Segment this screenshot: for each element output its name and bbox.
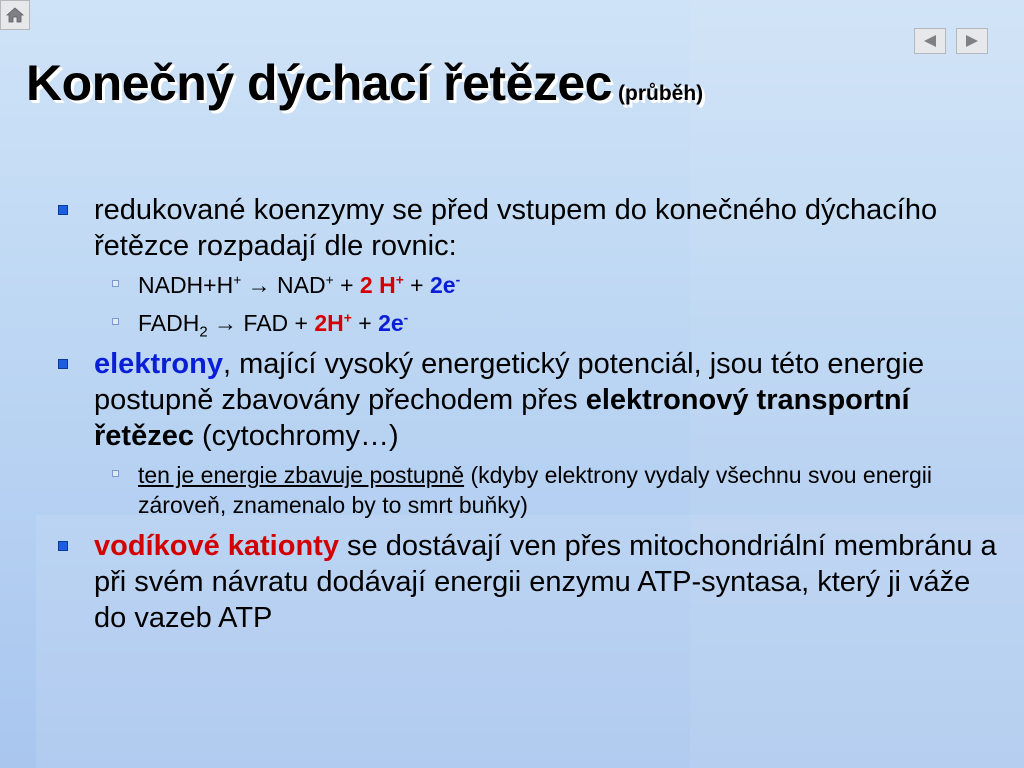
term-electrons: elektrony — [94, 348, 223, 380]
sub-bullet-energy — [56, 460, 1006, 520]
term-transport-chain: elektronový transportní řetězec — [94, 384, 910, 452]
title-subtitle: (průběh) — [618, 82, 704, 105]
sub-bullet-square-icon — [112, 280, 119, 287]
eq-protons: 2 H — [359, 272, 396, 298]
bullet-electrons — [56, 346, 1006, 454]
home-button[interactable] — [0, 0, 30, 30]
bullet-text: (cytochromy…) — [193, 420, 399, 452]
eq-superscript: + — [343, 310, 352, 326]
bullet-square-icon — [58, 205, 68, 215]
equation-nadh — [56, 270, 1006, 300]
arrow-left-icon — [920, 33, 940, 49]
bullet-text: redukované koenzymy se před vstupem do konečného dýchacího řetězce rozpadají dle rovnic: — [94, 194, 938, 262]
equation-fadh2 — [56, 308, 1006, 341]
eq-superscript: + — [325, 272, 334, 288]
slide-title — [26, 54, 703, 112]
title-main: Konečný dýchací řetězec — [26, 55, 612, 111]
previous-slide-button[interactable] — [914, 28, 946, 54]
sub-bullet-text: (kdyby elektrony vydaly všechnu svou energii zároveň, znamenalo by to smrt buňky) — [138, 462, 932, 518]
bullet-text: se dostávají ven přes mitochondriální membránu a při svém návratu dodávají energii enzymu ATP-syntasa, který ji váže do vazeb ATP — [94, 530, 997, 634]
eq-superscript: + — [395, 272, 404, 288]
bullet-hydrogen-cations — [56, 528, 1006, 636]
sub-bullet-square-icon — [112, 318, 119, 325]
eq-protons: 2H — [314, 310, 344, 336]
bullet-text: , mající vysoký energetický potenciál, jsou této energie postupně zbavovány přechodem přes — [94, 348, 925, 416]
eq-electrons: 2e — [429, 272, 456, 298]
eq-reactant: NADH+H — [138, 272, 234, 298]
eq-plus: + — [333, 272, 360, 298]
bullet-square-icon — [58, 541, 68, 551]
eq-superscript: - — [455, 272, 461, 288]
home-icon — [5, 5, 25, 25]
eq-product: → FAD — [207, 310, 289, 336]
eq-plus: + — [403, 272, 430, 298]
slide-content — [56, 192, 1006, 642]
bullet-square-icon — [58, 359, 68, 369]
underlined-text: ten je energie zbavuje postupně — [138, 462, 465, 488]
eq-product: → NAD — [241, 272, 326, 298]
arrow-right-icon — [962, 33, 982, 49]
eq-reactant: FADH — [138, 310, 200, 336]
eq-superscript: - — [403, 310, 409, 326]
eq-subscript: 2 — [199, 323, 208, 341]
next-slide-button[interactable] — [956, 28, 988, 54]
eq-electrons: 2e — [378, 310, 404, 336]
bullet-coenzymes — [56, 192, 1006, 264]
sub-bullet-square-icon — [112, 470, 119, 477]
eq-plus: + — [351, 310, 379, 336]
term-hydrogen-cations: vodíkové kationty — [94, 530, 339, 562]
eq-superscript: + — [233, 272, 242, 288]
eq-plus: + — [288, 310, 315, 336]
